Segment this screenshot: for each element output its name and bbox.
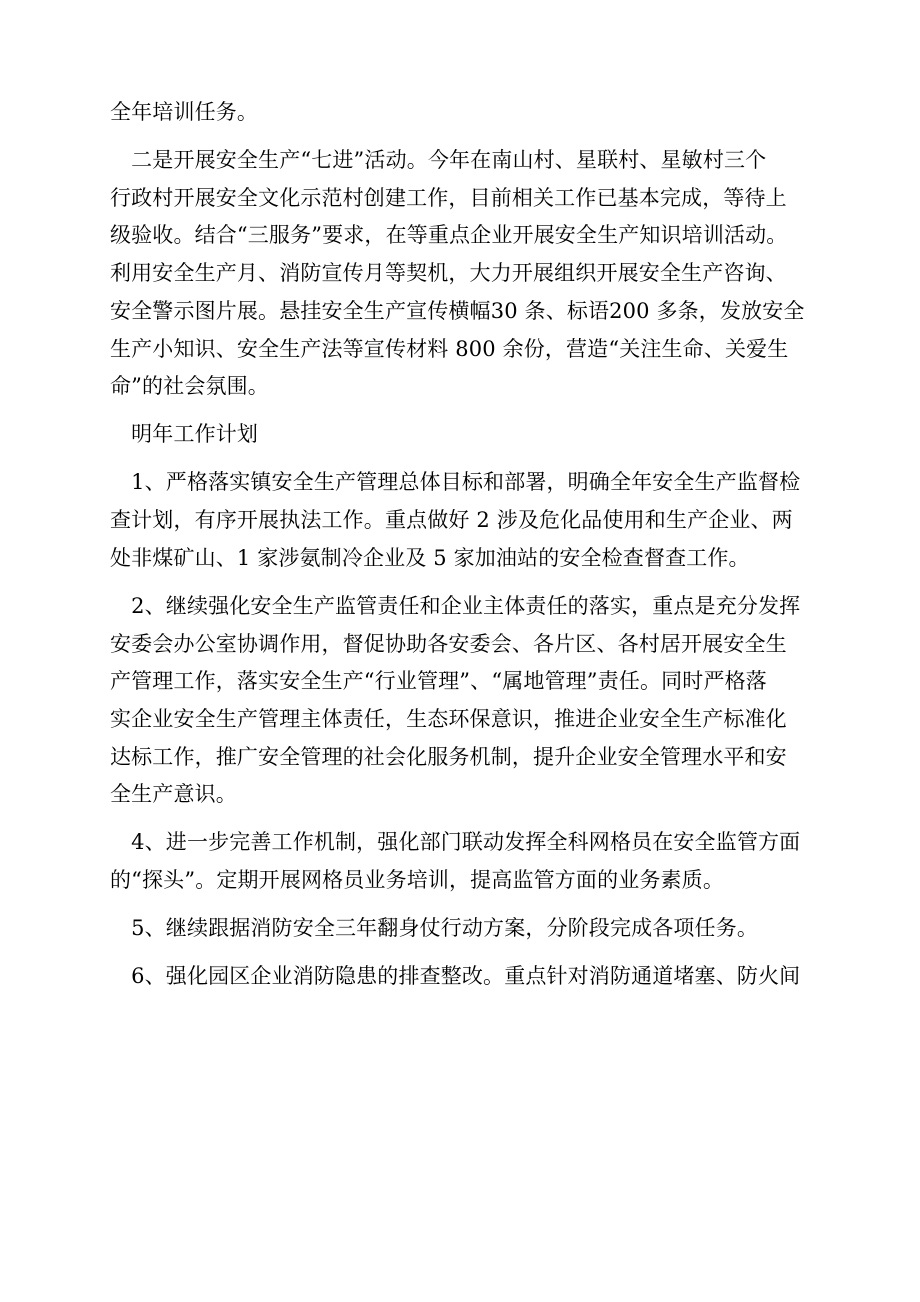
text-line: 2、继续强化安全生产监管责任和企业主体责任的落实，重点是充分发挥 — [110, 593, 801, 618]
text-line: 安全警示图片展。悬挂安全生产宣传横幅30 条、标语200 多条，发放安全 — [110, 298, 805, 323]
text-line: 的“探头”。定期开展网格员业务培训，提高监管方面的业务素质。 — [110, 868, 724, 893]
text-line: 4、进一步完善工作机制，强化部门联动发挥全科网格员在安全监管方面 — [110, 830, 801, 855]
paragraph-seven-entries — [110, 142, 816, 406]
paragraph-plan-item-2 — [110, 588, 816, 814]
text-line: 处非煤矿山、1 家涉氨制冷企业及 5 家加油站的安全检查督查工作。 — [110, 545, 750, 570]
paragraph-training-tasks — [110, 94, 816, 132]
text-line: 安委会办公室协调作用，督促协助各安委会、各片区、各村居开展安全生 — [110, 631, 787, 656]
text-line: 1、严格落实镇安全生产管理总体目标和部署，明确全年安全生产监督检 — [110, 470, 801, 495]
text-line: 全生产意识。 — [110, 782, 237, 807]
text-line: 实企业安全生产管理主体责任，生态环保意识，推进企业安全生产标准化 — [110, 706, 787, 731]
paragraph-plan-item-5 — [110, 910, 816, 948]
text-line: 利用安全生产月、消防宣传月等契机，大力开展组织开展安全生产咨询、 — [110, 261, 787, 286]
text-line: 全年培训任务。 — [110, 100, 259, 124]
text-line: 行政村开展安全文化示范村创建工作，目前相关工作已基本完成，等待上 — [110, 185, 787, 210]
text-line: 二是开展安全生产“七进”活动。今年在南山村、星联村、星敏村三个 — [110, 148, 767, 173]
text-line: 5、继续跟据消防安全三年翻身仗行动方案，分阶段完成各项任务。 — [110, 916, 759, 941]
text-line: 生产小知识、安全生产法等宣传材料 800 余份，营造“关注生命、关爱生 — [110, 336, 789, 361]
paragraph-plan-item-6 — [110, 958, 816, 996]
text-line: 级验收。结合“三服务”要求，在等重点企业开展安全生产知识培训活动。 — [110, 223, 788, 248]
paragraph-plan-item-4 — [110, 824, 816, 899]
paragraph-plan-item-1 — [110, 464, 816, 577]
text-line: 查计划，有序开展执法工作。重点做好 2 涉及危化品使用和生产企业、两 — [110, 508, 793, 533]
text-line: 命”的社会氛围。 — [110, 374, 269, 399]
text-line: 产管理工作，落实安全生产“行业管理”、“属地管理”责任。同时严格落 — [110, 669, 767, 694]
text-line: 达标工作，推广安全管理的社会化服务机制，提升企业安全管理水平和安 — [110, 744, 787, 769]
document-body — [110, 94, 816, 996]
heading-line: 明年工作计划 — [110, 422, 259, 447]
text-line: 6、强化园区企业消防隐患的排查整改。重点针对消防通道堵塞、防火间 — [110, 964, 801, 989]
section-heading-next-year-plan — [110, 416, 816, 454]
